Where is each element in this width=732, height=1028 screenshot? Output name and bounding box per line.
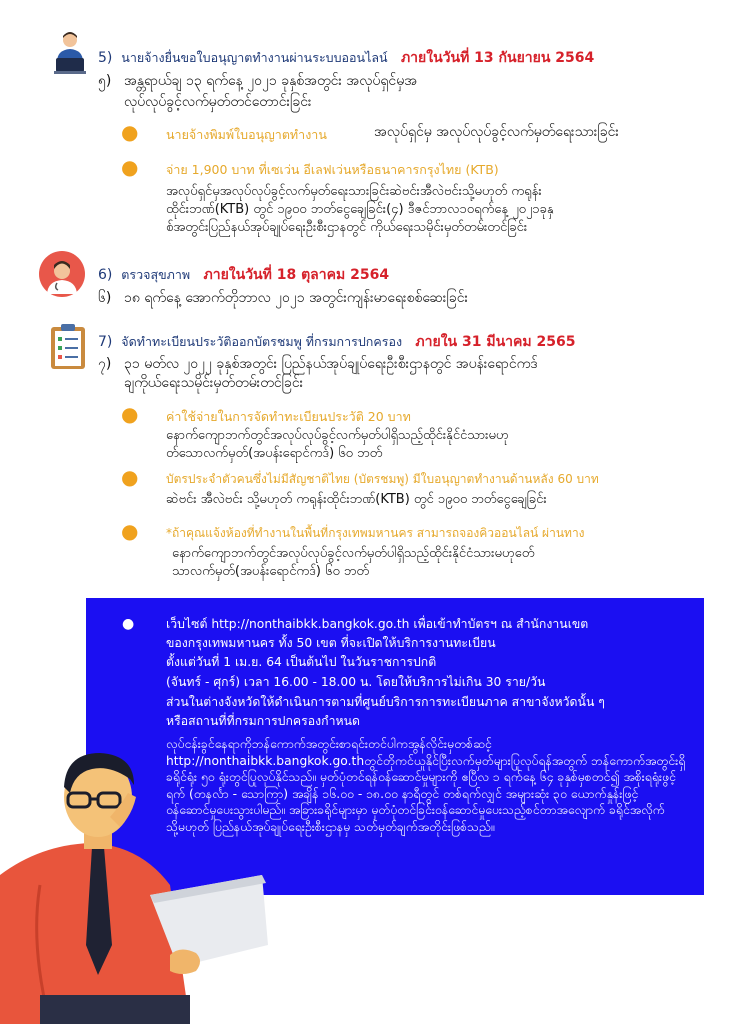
notice-line3: ตั้งแต่วันที่ 1 เม.ย. 64 เป็นต้นไป ในวันราชการปกติ	[166, 655, 437, 669]
notice-mm-paragraph: လုပ်ငန်းခွင်နေရာကိုဘန်ကောက်အတွင်းစာရင်းတင်ပါကအွန်လိုင်းမှတစ်ဆင့် http://nonthaibkk.bangkok.go.thတွင်တိုကင်ယူနိုင်ပြီးလက်မှတ်များပြုလုပ်ရန်အတွက် ဘန်ကောက်အတွင်းရှိ ခရိုင်ရုံး ၅၀ ရုံးတွင်ပြုလုပ်နိုင်သည်။ မှတ်ပုံတင်ရန်ဝန်ဆောင်မှုများကို ဧပြီလ ၁ ရက်နေ့ ၆၄ ခုနှစ်မှစတင်၍ အစိုးရရုံးဖွင့်ရက် (တနင်္လာ - သောကြာ) အချိန် ၁၆.၀၀ - ၁၈.၀၀ နာရီတွင် တစ်ရက်လျှင် အများဆုံး ၃၀ ယောက်နှုန်းဖြင့်ဝန်ဆောင်မှုပေးသွားပါမည်။ အခြားခရိုင်များမှာ မှတ်ပုံတင်ခြင်းဝန်ဆောင်မှုပေးသည့်စင်တာအလျောက် ခရိုင်အလိုက် သို့မဟုတ် ပြည်နယ်အုပ်ချုပ်ရေးဦးစီးဌာနမှ သတ်မှတ်ချက်အတိုင်းဖြစ်သည်။	[166, 737, 686, 834]
step7-bullet1-th: ค่าใช้จ่ายในการจัดทำทะเบียนประวัติ 20 บาท	[166, 409, 411, 424]
step7-mm-line2: ချကိုယ်ရေးသမိုင်းမှတ်တမ်းတင်ခြင်း	[124, 375, 304, 391]
step6-header	[98, 264, 389, 286]
bullet-icon: ●	[121, 402, 139, 426]
notice-line5: ส่วนในต่างจังหวัดให้ดำเนินการตามที่ศูนย์บริการการทะเบียนภาค สาขาจังหวัดนั้น ๆ	[166, 695, 605, 709]
step5-bullet1-mm: အလုပ်ရှင်မှ အလုပ်လုပ်ခွင့်လက်မှတ်ရေးသားခြင်း	[374, 124, 619, 140]
step7-bullet3-th: *ถ้าคุณแจ้งห้องที่ทำงานในพื้นที่กรุงเทพมหานคร สามารถจองคิวออนไลน์ ผ่านทาง	[166, 526, 585, 540]
bullet-icon: ●	[121, 519, 139, 543]
bullet-icon: ●	[121, 155, 139, 179]
step5-header	[98, 47, 594, 69]
notice-line6: หรือสถานที่ที่กรมการปกครองกำหนด	[166, 714, 361, 728]
step5-bullet1-th: นายจ้างพิมพ์ใบอนุญาตทำงาน	[166, 127, 327, 142]
step7-bullet1-mm1: နောက်ကျောဘက်တွင်အလုပ်လုပ်ခွင့်လက်မှတ်ပါရှိသည့်ထိုင်းနိုင်ငံသားမဟု	[166, 428, 509, 443]
step7-mm-number: ၇)	[98, 356, 112, 372]
bullet-icon: ●	[121, 465, 139, 489]
step7-mm-line1: ၃၁ မတ်လ ၂၀၂၂ ခုနှစ်အတွင်း ပြည်နယ်အုပ်ချုပ်ရေးဦးစီးဌာနတွင် အပန်းရောင်ကဒ်	[124, 356, 538, 372]
step7-number: 7)	[98, 334, 113, 350]
bullet-icon: ●	[121, 120, 139, 144]
man-with-laptop-illustration	[0, 745, 280, 1024]
notice-line1: เว็บไซต์ http://nonthaibkk.bangkok.go.th เพื่อเข้าทำบัตรฯ ณ สำนักงานเขต	[166, 617, 589, 631]
step7-bullet2-mm: ဆဲဗင်း အီလဲဗင်း သို့မဟုတ် ကရုန်းထိုင်းဘဏ်(KTB) တွင် ၁၉၀၀ ဘတ်ငွေချေခြင်း	[166, 492, 547, 507]
step5-number: 5)	[98, 50, 113, 66]
step7-bullet3-mm2: သာလက်မှတ်(အပန်းရောင်ကဒ်) ၆၀ ဘတ်	[172, 564, 370, 579]
step5-title: นายจ้างยื่นขอใบอนุญาตทำงานผ่านระบบออนไลน์	[121, 50, 388, 65]
step5-mm-line1: အန္တရာယ်ချ ၁၃ ရက်နေ့ ၂၀၂၁ ခုနှစ်အတွင်း အလုပ်ရှင်မှအ	[124, 73, 418, 89]
step5-deadline: ภายในวันที่ 13 กันยายน 2564	[400, 50, 595, 66]
doctor-icon	[38, 250, 86, 298]
clipboard-icon	[48, 322, 88, 370]
step6-title: ตรวจสุขภาพ	[121, 267, 191, 282]
step7-header	[98, 331, 575, 353]
step7-deadline: ภายใน 31 มีนาคม 2565	[415, 334, 576, 350]
step6-mm-number: ၆)	[98, 290, 112, 306]
step5-bullet2-mm3: စ်အတွင်းပြည်နယ်အုပ်ချုပ်ရေးဦးစီးဌာနတွင် ကိုယ်ရေးသမိုင်းမှတ်တမ်းတင်ခြင်း	[166, 220, 528, 235]
step7-bullet3-mm1: နောက်ကျောဘက်တွင်အလုပ်လုပ်ခွင့်လက်မှတ်ပါရှိသည့်ထိုင်းနိုင်ငံသားမဟုတ်ေ	[172, 546, 535, 561]
step7-title: จัดทำทะเบียนประวัติออกบัตรชมพู ที่กรมการปกครอง	[121, 334, 403, 349]
step5-bullet2-th: จ่าย 1,900 บาท ที่เซเว่น อีเลฟเว่นหรือธนาคารกรุงไทย (KTB)	[166, 162, 499, 177]
notice-line4: (จันทร์ - ศุกร์) เวลา 16.00 - 18.00 น. โดยให้บริการไม่เกิน 30 ราย/วัน	[166, 675, 546, 689]
step5-mm-number: ၅)	[98, 73, 112, 89]
step5-bullet2-mm2: ထိုင်းဘဏ်(KTB) တွင် ၁၉၀၀ ဘတ်ငွေချေခြင်း(၄) ဒီဇင်ဘာလ၁၀ရက်နေ့ ၂၀၂၁ခုနှ	[166, 202, 554, 217]
laptop-user-icon	[52, 30, 88, 74]
step5-mm-line2: လုပ်လုပ်ခွင့်လက်မှတ်တင်တောင်းခြင်း	[124, 94, 312, 110]
step6-number: 6)	[98, 267, 113, 283]
step7-bullet1-mm2: တ်သောလက်မှတ်(အပန်းရောင်ကဒ်) ၆၀ ဘတ်	[166, 446, 383, 461]
step6-mm-line1: ၁၈ ရက်နေ့ အောက်တိုဘာလ ၂၀၂၁ အတွင်းကျန်းမာရေးစစ်ဆေးခြင်း	[124, 290, 469, 306]
step6-deadline: ภายในวันที่ 18 ตุลาคม 2564	[203, 267, 390, 283]
step5-bullet2-mm1: အလုပ်ရှင်မှအလုပ်လုပ်ခွင့်လက်မှတ်ရေးသားခြင်းဆဲဗင်းအီလဲဗင်းသို့မဟုတ် ကရုန်း	[166, 184, 542, 199]
notice-line2: ของกรุงเทพมหานคร ทั้ง 50 เขต ที่จะเปิดให้บริการงานทะเบียน	[166, 636, 496, 650]
notice-bullet-icon: ●	[122, 616, 135, 632]
step7-bullet2-th: บัตรประจำตัวคนซึ่งไม่มีสัญชาติไทย (บัตรชมพู) มีใบอนุญาตทำงานด้านหลัง 60 บาท	[166, 472, 599, 486]
